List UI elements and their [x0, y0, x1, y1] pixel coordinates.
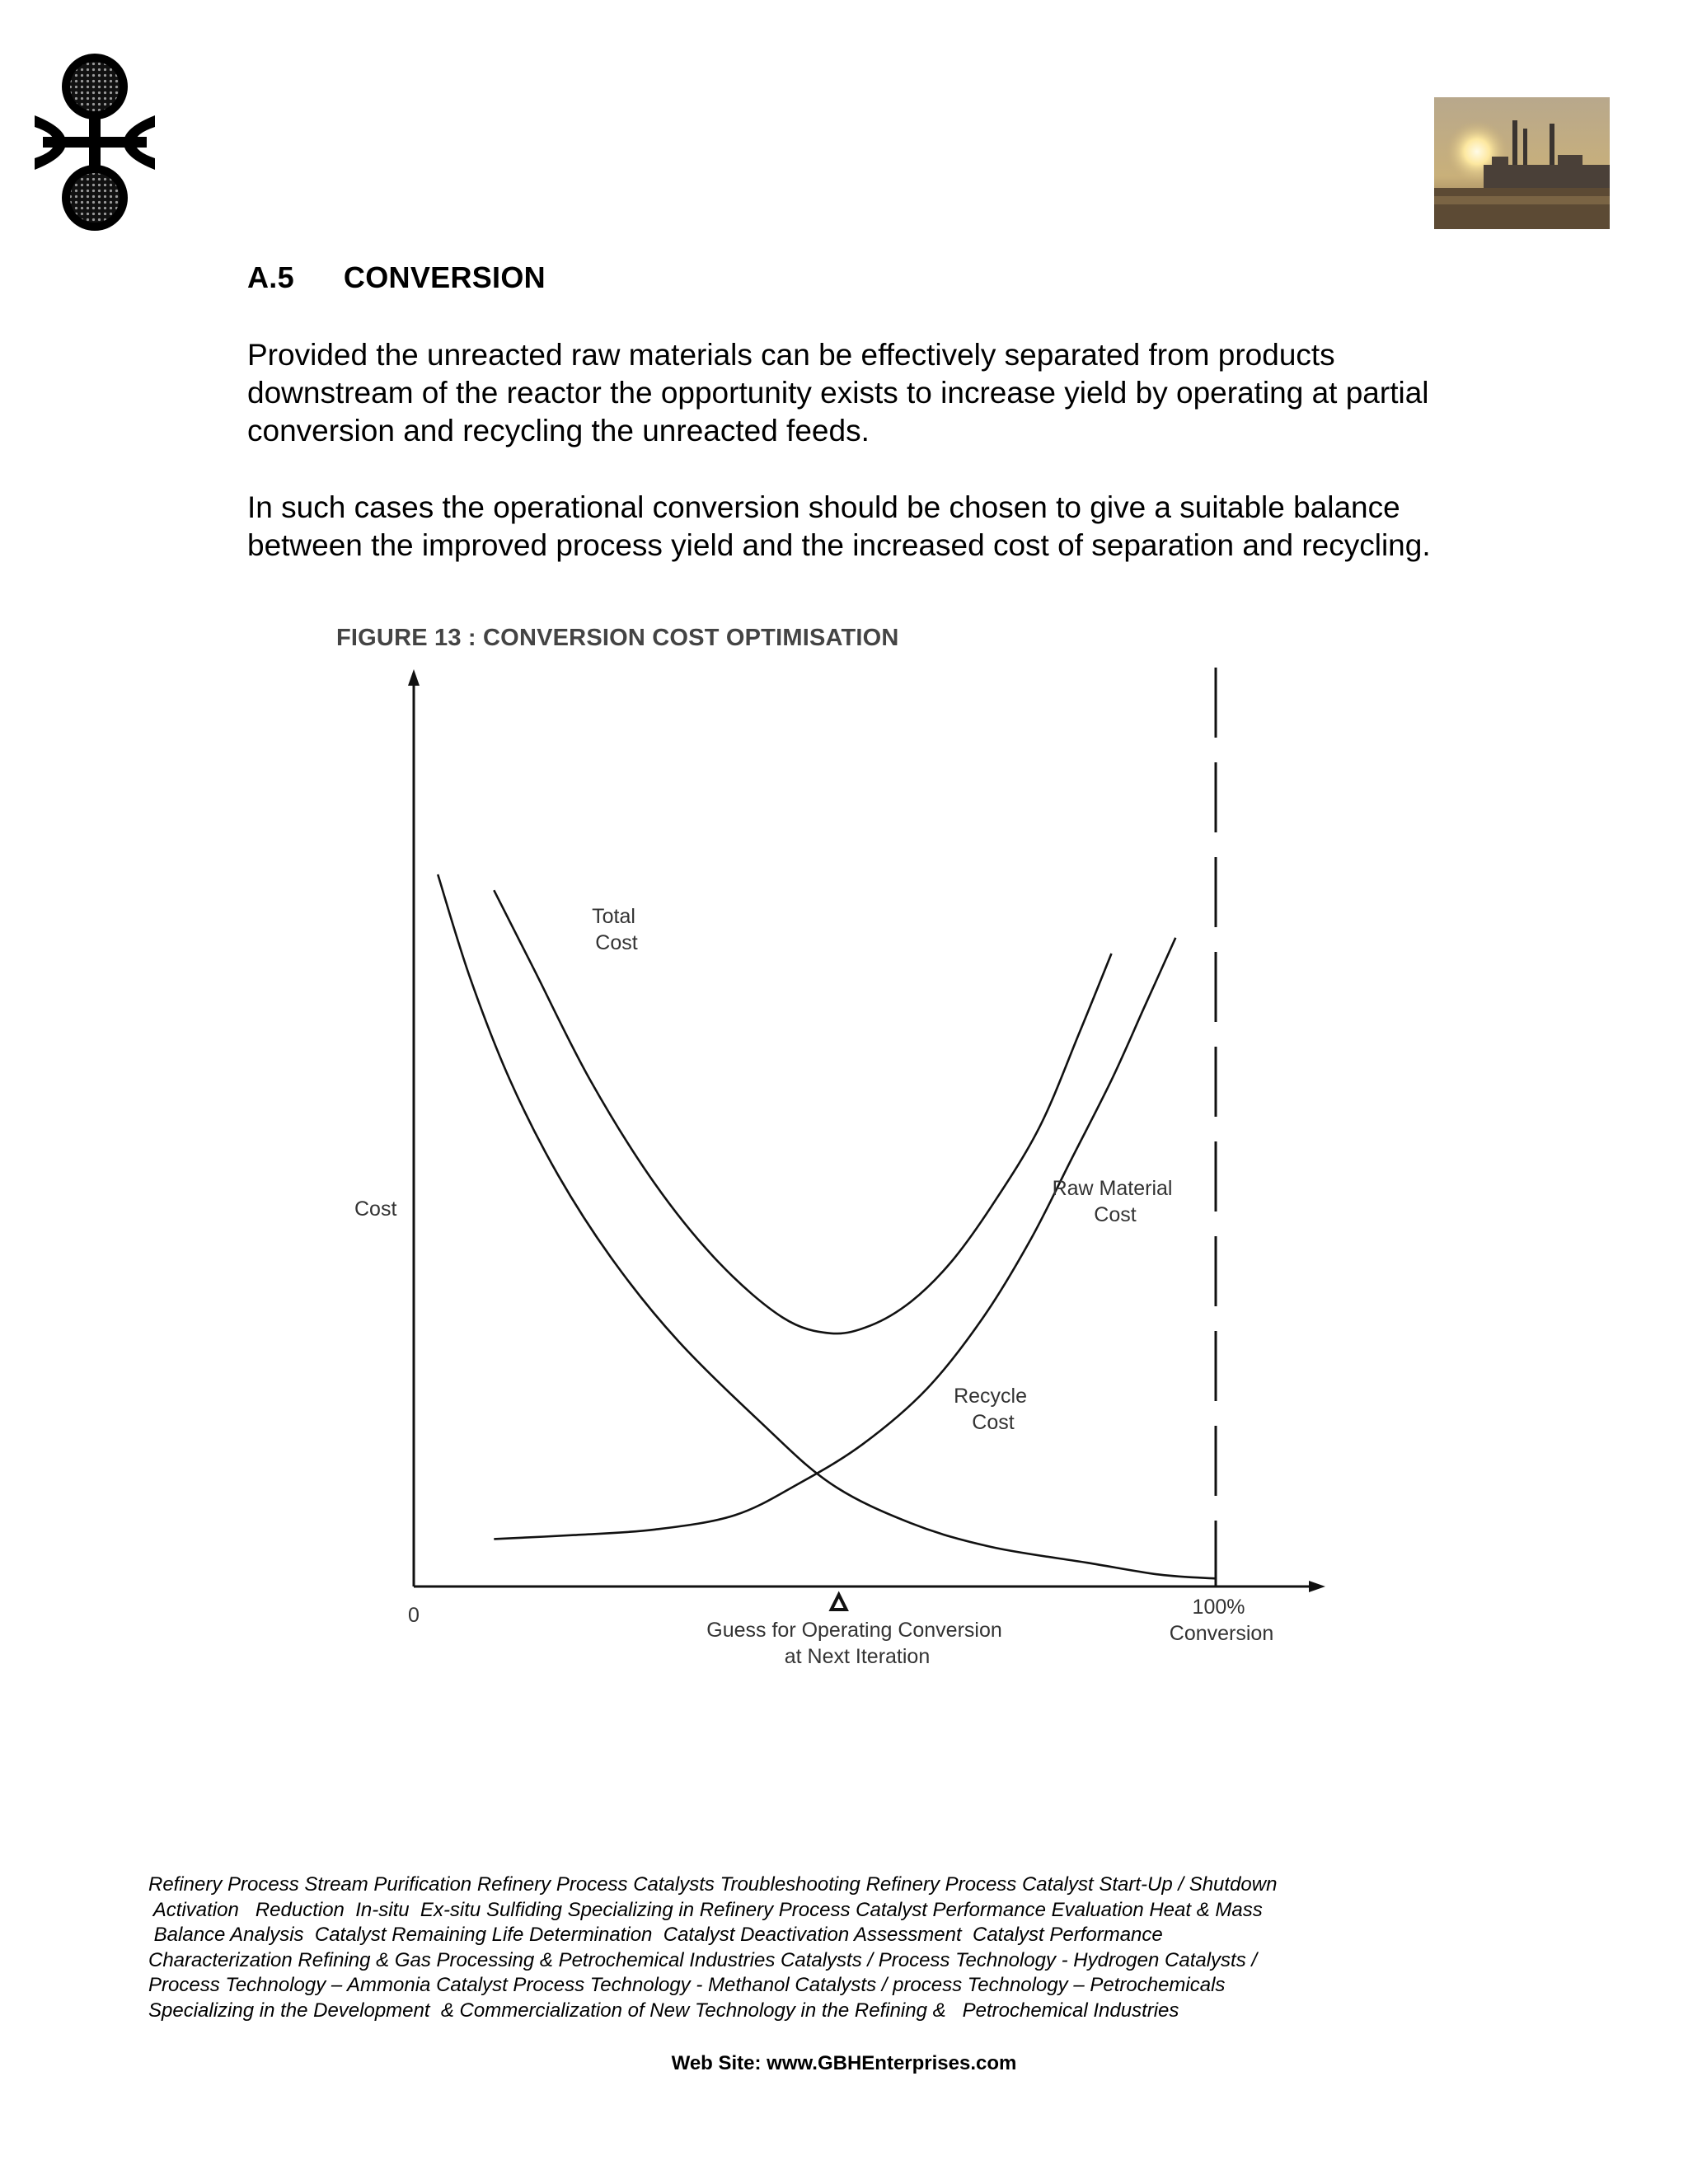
x-axis-arrow — [1309, 1581, 1325, 1592]
operating-conversion-marker — [832, 1595, 846, 1610]
end-label-line: Conversion — [1169, 1622, 1274, 1645]
conversion-cost-chart — [313, 651, 1343, 1681]
origin-label: 0 — [408, 1604, 420, 1627]
footer-line: Specializing in the Development & Commercialization of New Technology in the Refining & Petrochemical Industries — [148, 1999, 1179, 2022]
raw-material-cost-label-line: Cost — [1094, 1203, 1137, 1226]
raw-material-cost-label-line: Raw Material — [1052, 1177, 1173, 1200]
figure-title: FIGURE 13 : CONVERSION COST OPTIMISATION — [336, 625, 899, 651]
paragraph: Provided the unreacted raw materials can be effectively separated from products downstream of the reactor the opportunity exists to increase yield by operating at partial conversion and recycling the unreacted feeds. — [247, 338, 1429, 448]
section-heading — [247, 260, 546, 295]
total-cost-label-line: Cost — [595, 931, 638, 954]
footer-line: Characterization Refining & Gas Processing & Petrochemical Industries Catalysts / Process Technology - Hydrogen Catalysts / — [148, 1948, 1258, 1971]
refinery-photo — [1434, 97, 1610, 229]
section-title: CONVERSION — [343, 260, 546, 294]
curves — [438, 874, 1216, 1578]
recycle-cost-label-line: Cost — [972, 1411, 1015, 1434]
y-axis-arrow — [408, 669, 420, 686]
footer-line: Refinery Process Stream Purification Refinery Process Catalysts Troubleshooting Refinery Process Catalyst Start-Up / Shutdown — [148, 1873, 1278, 1896]
total-cost-curve — [494, 890, 1111, 1333]
raw-material-cost-label — [1053, 1177, 1179, 1226]
marker-label-line: at Next Iteration — [784, 1645, 931, 1668]
end-label — [1170, 1596, 1273, 1645]
footer-line: Balance Analysis Catalyst Remaining Life Determination Catalyst Deactivation Assessment Catalyst Performance — [148, 1924, 1163, 1946]
recycle-cost-label — [954, 1385, 1033, 1434]
raw-material-cost-curve — [494, 938, 1175, 1540]
paragraph: In such cases the operational conversion should be chosen to give a suitable balance between the improved process yield and the increased cost of separation and recycling. — [247, 490, 1431, 562]
y-axis-label: Cost — [354, 1197, 397, 1221]
company-logo — [33, 49, 157, 235]
recycle-cost-curve — [438, 874, 1216, 1578]
footer-keywords — [148, 1872, 1434, 2023]
recycle-cost-label-line: Recycle — [954, 1385, 1027, 1408]
total-cost-label-line: Total — [592, 905, 635, 928]
section-number: A.5 — [247, 260, 294, 294]
marker-label-line: Guess for Operating Conversion — [706, 1619, 1002, 1642]
marker-label — [706, 1619, 1007, 1668]
website-link[interactable]: Web Site: www.GBHEnterprises.com — [671, 2052, 1017, 2074]
footer-line: Process Technology – Ammonia Catalyst Process Technology - Methanol Catalysts / process Technology – Petrochemicals — [148, 1974, 1226, 1996]
footer-line: Activation Reduction In-situ Ex-situ Sulfiding Specializing in Refinery Process Catalyst Performance Evaluation Heat & Mass — [148, 1898, 1263, 1921]
end-label-line: 100% — [1192, 1596, 1245, 1619]
total-cost-label — [592, 905, 641, 954]
